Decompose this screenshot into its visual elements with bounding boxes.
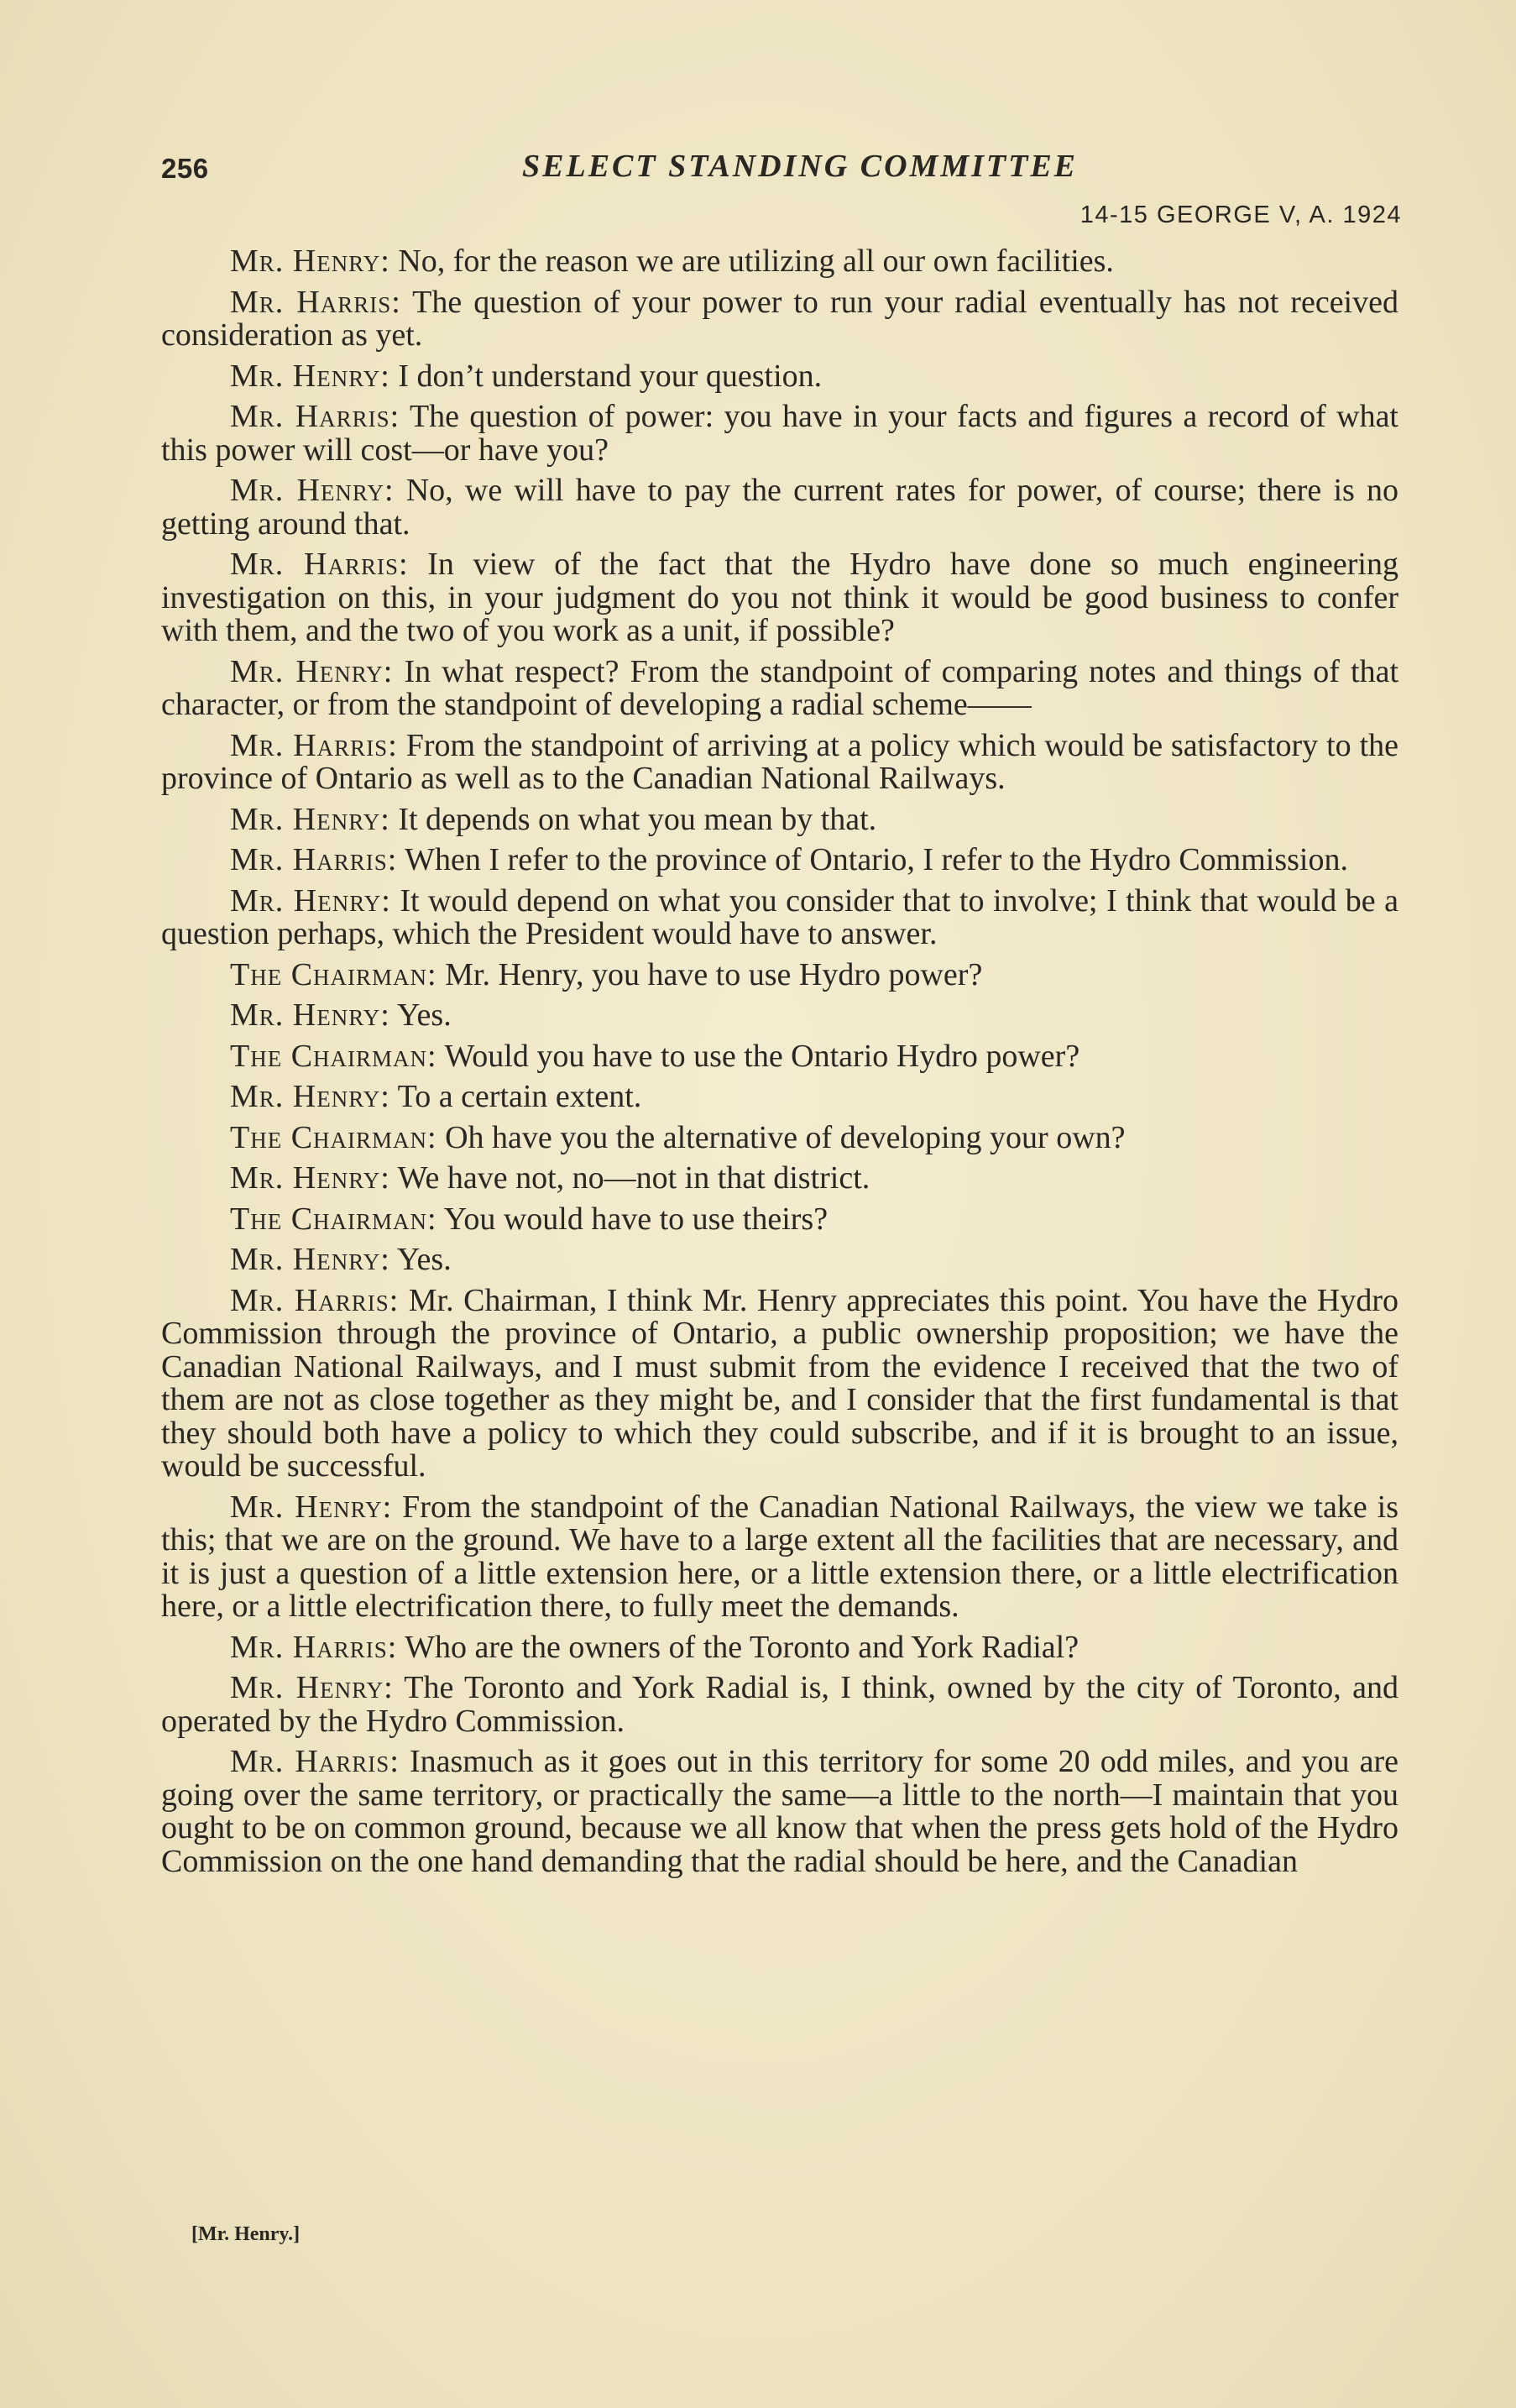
speaker-name: Mr. Henry: bbox=[230, 801, 390, 837]
speaker-name: Mr. Henry: bbox=[230, 1670, 394, 1705]
speech-text: To a certain extent. bbox=[397, 1079, 642, 1114]
testimony-paragraph bbox=[161, 956, 1398, 992]
testimony-paragraph bbox=[161, 1491, 1398, 1624]
speaker-name: Mr. Henry: bbox=[230, 473, 395, 508]
testimony-paragraph bbox=[161, 1203, 1398, 1237]
speaker-name: Mr. Henry: bbox=[230, 1079, 390, 1114]
speaker-name: Mr. Harris: bbox=[230, 284, 401, 320]
speaker-name: Mr. Henry: bbox=[230, 1160, 390, 1196]
testimony-paragraph bbox=[161, 1040, 1398, 1074]
testimony-paragraph bbox=[161, 1282, 1398, 1484]
regnal-year: 14-15 GEORGE V, A. 1924 bbox=[1079, 202, 1402, 228]
testimony-paragraph bbox=[161, 1162, 1398, 1196]
testimony-paragraph bbox=[161, 245, 1398, 279]
speech-text: When I refer to the province of Ontario, I refer to the Hydro Commission. bbox=[405, 842, 1348, 877]
speaker-name: The Chairman: bbox=[230, 956, 437, 992]
testimony-paragraph bbox=[161, 360, 1398, 394]
witness-footnote: [Mr. Henry.] bbox=[191, 2223, 301, 2245]
speech-text: In view of the fact that the Hydro have done so much engineering investigation on this, in your judgment do you not think it would be good business to confer with them, and the two of you work as a unit, if possible? bbox=[161, 547, 1398, 648]
speaker-name: Mr. Henry: bbox=[230, 653, 394, 689]
speaker-name: Mr. Henry: bbox=[230, 243, 390, 279]
running-head bbox=[161, 148, 1398, 195]
testimony-paragraph bbox=[161, 727, 1399, 796]
speaker-name: Mr. Harris: bbox=[230, 1282, 400, 1318]
testimony-paragraph bbox=[161, 1672, 1398, 1738]
testimony-paragraph bbox=[161, 1746, 1398, 1878]
speech-text: It depends on what you mean by that. bbox=[398, 801, 877, 837]
speech-text: We have not, no—not in that district. bbox=[397, 1160, 870, 1196]
page-body bbox=[161, 148, 1402, 1886]
speech-text: Yes. bbox=[396, 1242, 452, 1277]
testimony-paragraph bbox=[161, 1081, 1398, 1114]
speech-text: Who are the owners of the Toronto and York Radial? bbox=[405, 1629, 1079, 1665]
speech-text: The question of power: you have in your facts and figures a record of what this power will cost—or have you? bbox=[161, 399, 1398, 468]
speech-text: Would you have to use the Ontario Hydro power? bbox=[444, 1038, 1080, 1074]
transcript bbox=[161, 245, 1398, 1878]
speaker-name: Mr. Henry: bbox=[230, 1242, 390, 1277]
testimony-paragraph bbox=[161, 1631, 1398, 1665]
speech-text: Oh have you the alternative of developing your own? bbox=[445, 1119, 1126, 1155]
testimony-paragraph bbox=[161, 474, 1398, 541]
speech-text: No, we will have to pay the current rates for power, of course; there is no getting around that. bbox=[161, 473, 1398, 542]
speaker-name: Mr. Harris: bbox=[230, 727, 398, 763]
speech-text: I don’t understand your question. bbox=[398, 358, 823, 394]
speaker-name: The Chairman: bbox=[230, 1119, 437, 1155]
speaker-name: Mr. Henry: bbox=[230, 1489, 393, 1525]
speaker-name: Mr. Harris: bbox=[230, 842, 398, 877]
speech-text: The Toronto and York Radial is, I think, owned by the city of Toronto, and operated by the Hydro Commission. bbox=[161, 1670, 1398, 1739]
testimony-paragraph bbox=[161, 653, 1399, 722]
testimony-paragraph bbox=[161, 1243, 1398, 1277]
running-title: SELECT STANDING COMMITTEE bbox=[522, 149, 1079, 184]
speech-text: From the standpoint of arriving at a policy which would be satisfactory to the province of Ontario as well as to the Canadian National Railways. bbox=[161, 727, 1399, 796]
speaker-name: Mr. Harris: bbox=[230, 547, 409, 582]
testimony-paragraph bbox=[161, 999, 1398, 1033]
speech-text: No, for the reason we are utilizing all our own facilities. bbox=[398, 243, 1114, 279]
page-number: 256 bbox=[161, 153, 209, 184]
testimony-paragraph bbox=[161, 844, 1398, 877]
testimony-paragraph bbox=[161, 286, 1398, 353]
speaker-name: Mr. Henry: bbox=[230, 358, 390, 394]
speaker-name: Mr. Harris: bbox=[230, 399, 400, 434]
speech-text: Mr. Chairman, I think Mr. Henry appreciates this point. You have the Hydro Commission through the province of Ontario, a public ownership proposition; we have the Canadian National Railways, and I must submit from the evidence I received that the two of them are not as close together as they might be, and I consider that the first fundamental is that they should both have a policy to which they could subscribe, and if it is brought to an issue, would be successful. bbox=[161, 1282, 1398, 1484]
testimony-paragraph bbox=[161, 548, 1398, 648]
speaker-name: The Chairman: bbox=[230, 1038, 437, 1074]
speech-text: The question of your power to run your radial eventually has not received consideration as yet. bbox=[161, 284, 1398, 353]
testimony-paragraph bbox=[161, 1119, 1398, 1155]
speaker-name: Mr. Henry: bbox=[230, 997, 390, 1033]
speech-text: From the standpoint of the Canadian National Railways, the view we take is this; that we are on the ground. We have to a large extent all the facilities that are necessary, and it is just a question of a little extension here, or a little extension there, or a little electrification here, or a little electrification there, to fully meet the demands. bbox=[161, 1489, 1398, 1624]
testimony-paragraph bbox=[161, 801, 1398, 837]
speaker-name: Mr. Harris: bbox=[230, 1744, 400, 1779]
speech-text: It would depend on what you consider that to involve; I think that would be a question perhaps, which the President would have to answer. bbox=[161, 882, 1399, 951]
speaker-name: The Chairman: bbox=[230, 1201, 437, 1237]
speech-text: You would have to use theirs? bbox=[443, 1201, 829, 1237]
testimony-paragraph bbox=[161, 400, 1398, 467]
speaker-name: Mr. Harris: bbox=[230, 1629, 398, 1665]
testimony-paragraph bbox=[161, 882, 1399, 951]
speech-text: In what respect? From the standpoint of comparing notes and things of that character, or from the standpoint of developing a radial scheme—— bbox=[161, 653, 1399, 722]
speaker-name: Mr. Henry: bbox=[230, 882, 391, 919]
speech-text: Mr. Henry, you have to use Hydro power? bbox=[445, 956, 983, 992]
speech-text: Yes. bbox=[396, 997, 452, 1033]
speech-text: Inasmuch as it goes out in this territory for some 20 odd miles, and you are going over the same territory, or practically the same—a little to the north—I maintain that you ought to be on common ground, because we all know that when the press gets hold of the Hydro Commission on the one hand demanding that the radial should be here, and the Canadian bbox=[161, 1744, 1399, 1879]
